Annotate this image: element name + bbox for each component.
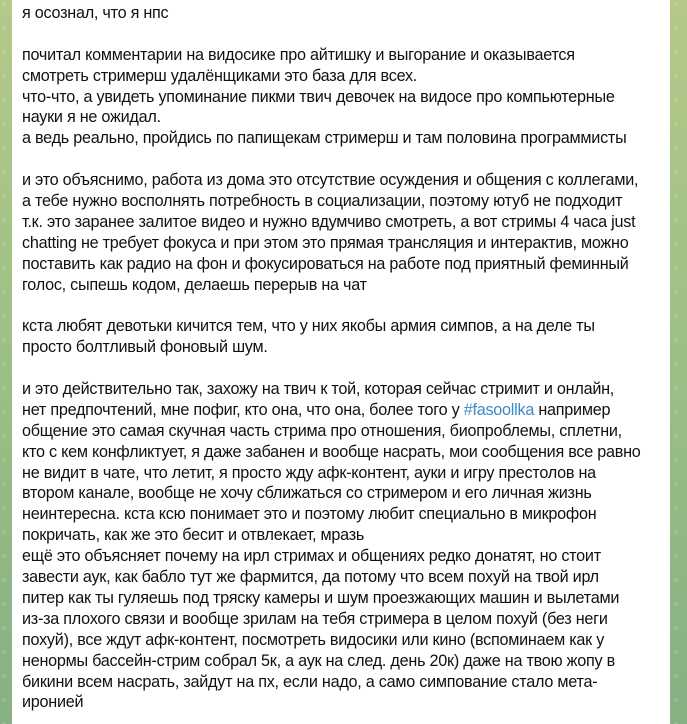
message-line: голос, сыпешь кодом, делаешь перерыв на чат bbox=[22, 275, 367, 294]
message-line: а ведь реально, пройдись по папищекам стримерш и там половина программисты bbox=[22, 129, 627, 148]
line-text: нет предпочтений, мне пофиг, кто она, что она, более того у bbox=[22, 400, 464, 419]
message-line: кто с кем конфликтует, я даже забанен и вообще насрать, мои сообщения все равно bbox=[22, 442, 641, 461]
message-line: ненормы бассейн-стрим собрал 5к, а аук на след. день 20к) даже на твою жопу в bbox=[22, 651, 615, 670]
message-line: бикини всем насрать, зайдут на пх, если надо, а само симпование стало мета- bbox=[22, 672, 598, 691]
message-line: ещё это объясняет почему на ирл стримах и общениях редко донатят, но стоит bbox=[22, 547, 601, 566]
message-text bbox=[22, 3, 666, 713]
message-line: не видит в чате, что летит, я просто жду афк-контент, ауки и игру престолов на bbox=[22, 463, 596, 482]
message-line: питер как ты гуляешь под тряску камеры и шум проезжающих машин и вылетами bbox=[22, 588, 620, 607]
message-line: что-что, а увидеть упоминание пикми твич девочек на видосе про компьютерные bbox=[22, 87, 615, 106]
message-line: смотреть стримерш удалёнщиками это база для всех. bbox=[22, 66, 418, 85]
message-line: просто болтливый фоновый шум. bbox=[22, 338, 268, 357]
message-line bbox=[22, 24, 666, 45]
message-line: поставить как радио на фон и фокусироваться на работе под приятный феминный bbox=[22, 254, 629, 273]
message-line: покричать, как же это бесит и отвлекает, мразь bbox=[22, 526, 365, 545]
message-line bbox=[22, 149, 666, 170]
message-line: т.к. это заранее залитое видео и нужно вдумчиво смотреть, а вот стримы 4 часа just bbox=[22, 212, 636, 231]
message-line: а тебе нужно восполнять потребность в социализации, поэтому ютуб не подходит bbox=[22, 192, 623, 211]
message-line: кста любят девотьки кичится тем, что у них якобы армия симпов, а на деле ты bbox=[22, 317, 595, 336]
message-line: и это действительно так, захожу на твич к той, которая сейчас стримит и онлайн, bbox=[22, 380, 615, 399]
message-line: втором канале, вообще не хочу сближаться со стримером и его личная жизнь bbox=[22, 484, 592, 503]
message-line: иронией bbox=[22, 693, 84, 712]
message-line: chatting не требует фокуса и при этом это прямая трансляция и интерактив, можно bbox=[22, 233, 629, 252]
message-line: из-за плохого связи и вообще зрилам на тебя стримера в целом похуй (без неги bbox=[22, 609, 608, 628]
message-line bbox=[22, 295, 666, 316]
message-line: завести аук, как бабло тут же фармится, да потому что всем похуй на твой ирл bbox=[22, 568, 599, 587]
message-line: общение это самая скучная часть стрима про отношения, биопроблемы, сплетни, bbox=[22, 421, 622, 440]
message-line: неинтересна. кста ксю понимает это и поэтому любит специально в микрофон bbox=[22, 505, 597, 524]
message-line bbox=[22, 400, 666, 421]
message-bubble bbox=[12, 0, 670, 724]
hashtag-link[interactable]: #fasoollka bbox=[463, 400, 535, 419]
message-line: и это объяснимо, работа из дома это отсутствие осуждения и общения с коллегами, bbox=[22, 171, 639, 190]
line-text: например bbox=[534, 400, 611, 419]
message-line: я осознал, что я нпс bbox=[22, 4, 169, 22]
message-line: науки я не ожидал. bbox=[22, 108, 161, 127]
message-line bbox=[22, 358, 666, 379]
message-line: почитал комментарии на видосике про айтишку и выгорание и оказывается bbox=[22, 45, 575, 64]
message-line: похуй), все ждут афк-контент, посмотреть видосики или кино (вспоминаем как у bbox=[22, 630, 605, 649]
